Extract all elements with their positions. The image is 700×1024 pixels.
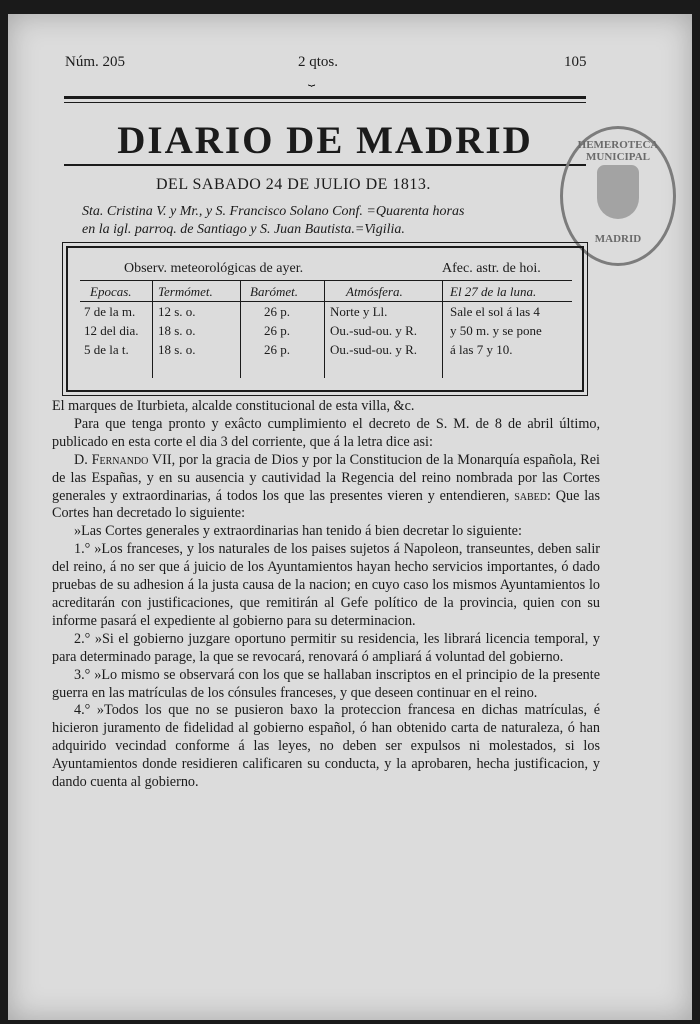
coat-of-arms-icon bbox=[597, 165, 639, 219]
saints-line-2: en la igl. parroq. de Santiago y S. Juan Bautista.=Vigilia. bbox=[82, 222, 405, 237]
decree-intro bbox=[52, 452, 600, 524]
epoca-row: 12 del dia. bbox=[84, 323, 139, 338]
weather-table bbox=[66, 246, 584, 392]
issue-price: 2 qtos. bbox=[298, 54, 339, 70]
stamp-text-bottom: MADRID bbox=[594, 233, 642, 245]
column-epocas bbox=[84, 302, 139, 359]
masthead-rule-top bbox=[64, 96, 586, 99]
decree-article-4: 4.° »Todos los que no se pusieron baxo la proteccion francesa en dichas matrículas, é hicieron juramento de fidelidad al gobierno español, ó han obtenido carta de naturaleza, ó han adquirido vecindad conforme á las leyes, no deben ser expulsos ni molestados, si los Ayuntamientos donde residieren calificaren su conducta, y la aprobaren, hecha justificacion, y dando cuenta al gobierno. bbox=[52, 702, 600, 791]
article-paragraph: Para que tenga pronto y exâcto cumplimiento el decreto de S. M. de 8 de abril último, publicado en esta corte el dia 3 del corriente, que á la letra dice asi: bbox=[52, 415, 600, 450]
termomet-row: 12 s. o. bbox=[158, 304, 196, 319]
column-divider bbox=[152, 280, 153, 378]
issue-number: Núm. 205 bbox=[65, 54, 125, 70]
article-paragraph: El marques de Iturbieta, alcalde constitucional de esta villa, &c. bbox=[52, 398, 415, 414]
issue-date: DEL SABADO 24 DE JULIO DE 1813. bbox=[156, 176, 431, 193]
decree-text: : Que las Cortes han decretado lo siguiente: bbox=[52, 487, 600, 522]
article-body bbox=[52, 398, 600, 792]
termomet-row: 18 s. o. bbox=[158, 342, 196, 357]
masthead-rule-bottom bbox=[64, 164, 586, 166]
column-divider bbox=[240, 280, 241, 378]
col-header-baromet: Barómet. bbox=[250, 284, 299, 299]
epoca-row: 7 de la m. bbox=[84, 304, 136, 319]
stamp-text-top: HEMEROTECA MUNICIPAL bbox=[577, 139, 659, 163]
column-divider bbox=[324, 280, 325, 378]
weather-rule bbox=[80, 280, 572, 281]
weather-heading-observations: Observ. meteorológicas de ayer. bbox=[124, 261, 304, 276]
col-header-atmosfera: Atmósfera. bbox=[346, 284, 403, 299]
atmosfera-row: Ou.-sud-ou. y R. bbox=[330, 342, 418, 357]
decree-article-3: 3.° »Lo mismo se observará con los que se hallaban inscriptos en el principio de la presente guerra en las matrículas de los cónsules franceses, y que deseen continuar en el reino. bbox=[52, 666, 600, 701]
column-baromet bbox=[264, 302, 290, 359]
king-name: D. Fernando VII bbox=[74, 451, 172, 468]
atmosfera-row: Ou.-sud-ou. y R. bbox=[330, 323, 418, 338]
library-stamp bbox=[560, 126, 676, 266]
article-paragraph: »Las Cortes generales y extraordinarias han tenido á bien decretar lo siguiente: bbox=[74, 523, 522, 540]
sabed-word: sabed bbox=[514, 487, 547, 504]
column-divider bbox=[442, 280, 443, 378]
decree-article-2: 2.° »Si el gobierno juzgare oportuno permitir su residencia, les librará licencia temporal, y para determinado parage, la que se revocará, renovará ó ampliará á voluntad del gobierno. bbox=[52, 630, 600, 665]
masthead-rule-top-thin bbox=[64, 102, 586, 103]
column-termomet bbox=[158, 302, 196, 359]
page-number: 105 bbox=[564, 54, 587, 70]
decree-text: , por la gracia de Dios y por la Constitucion de la Monarquía española, Rei de las Españas, y en su ausencia y cautividad la Regencia del reino nombrada por las Cortes generales y extraordinarias, á todos los que las presentes vieren y entendieren, bbox=[52, 451, 600, 504]
col-header-termomet: Termómet. bbox=[158, 284, 213, 299]
newspaper-page bbox=[8, 14, 692, 1020]
column-atmosfera bbox=[330, 302, 417, 359]
newspaper-title: DIARIO DE MADRID bbox=[117, 119, 533, 162]
luna-row: y 50 m. y se pone bbox=[450, 323, 542, 338]
epoca-row: 5 de la t. bbox=[84, 342, 129, 357]
col-header-epocas: Epocas. bbox=[90, 284, 132, 299]
luna-row: á las 7 y 10. bbox=[450, 342, 513, 357]
weather-heading-astronomy: Afec. astr. de hoi. bbox=[442, 261, 541, 276]
baromet-row: 26 p. bbox=[264, 323, 290, 338]
atmosfera-row: Norte y Ll. bbox=[330, 304, 388, 319]
column-luna bbox=[450, 302, 542, 359]
price-brace-ornament: ⏟ bbox=[308, 72, 316, 86]
termomet-row: 18 s. o. bbox=[158, 323, 196, 338]
luna-row: Sale el sol á las 4 bbox=[450, 304, 540, 319]
baromet-row: 26 p. bbox=[264, 304, 290, 319]
decree-article-1: 1.° »Los franceses, y los naturales de los paises sujetos á Napoleon, transeuntes, deben salir del reino, á no ser que á juicio de los Ayuntamientos hayan hecho servicios importantes, ó dado pruebas de su adhesion á la justa causa de la nacion; en cuyo caso los mismos Ayuntamientos lo acreditarán con justificaciones, que remitirán al Gefe político de la provincia, quien con su informe pasará el expediente al gobierno para su determinacion. bbox=[52, 541, 600, 629]
saints-line-1: Sta. Cristina V. y Mr., y S. Francisco Solano Conf. =Quarenta horas bbox=[82, 204, 465, 219]
baromet-row: 26 p. bbox=[264, 342, 290, 357]
col-header-luna: El 27 de la luna. bbox=[450, 284, 537, 299]
